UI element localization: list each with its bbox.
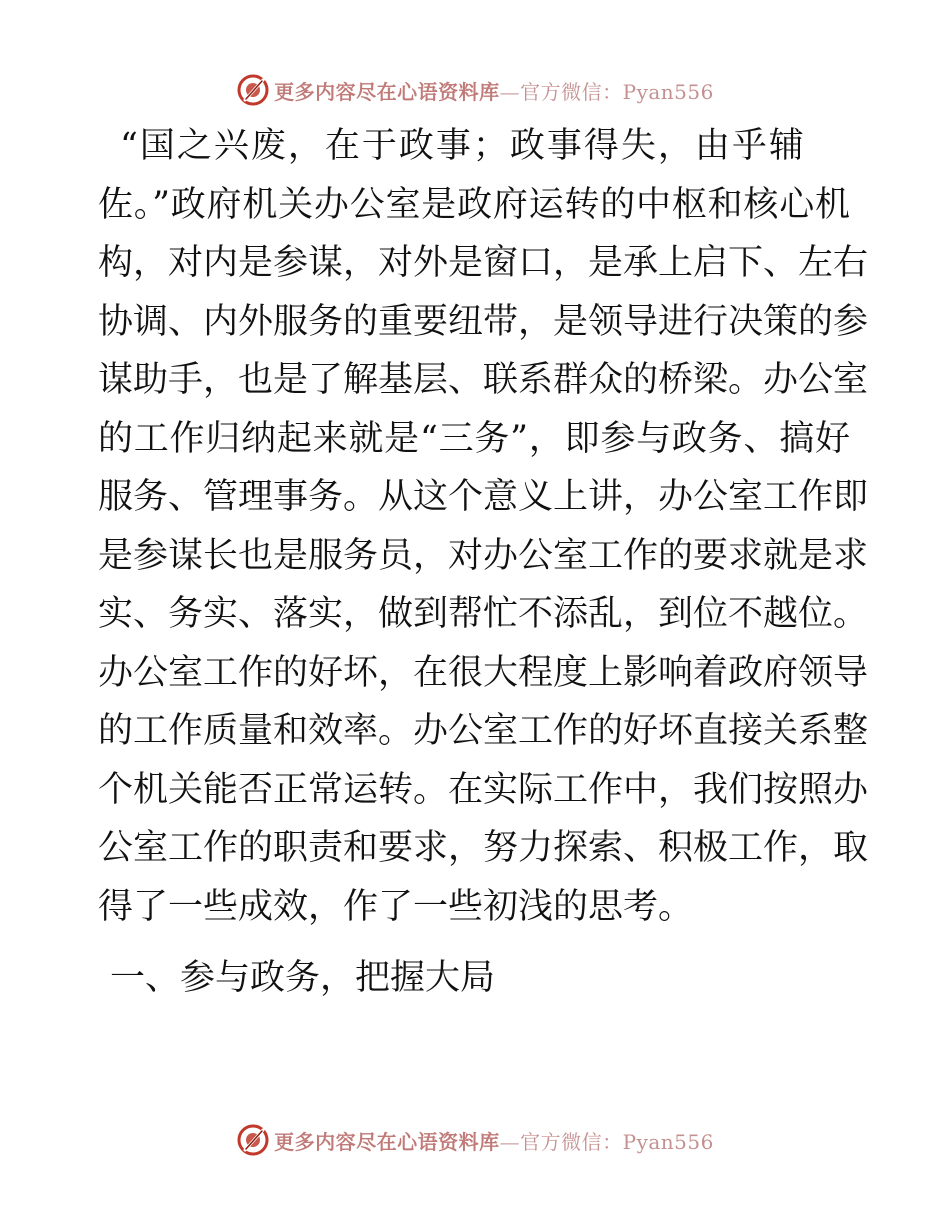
footer-banner-contact-id: Pyan556 <box>622 1129 714 1154</box>
footer-banner-separator: — <box>499 1129 521 1154</box>
brand-logo-icon <box>236 1123 270 1157</box>
paragraph-line: 是参谋长也是服务员，对办公室工作的要求就是求 <box>98 535 869 576</box>
paragraph-line: 公室工作的职责和要求，努力探索、积极工作，取 <box>98 828 869 868</box>
paragraph-line: 的工作质量和效率。办公室工作的好坏直接关系整 <box>98 711 869 751</box>
footer-banner-text <box>274 1126 714 1155</box>
body-paragraph <box>98 117 869 936</box>
header-banner-text <box>274 76 714 105</box>
paragraph-line: 个机关能否正常运转。在实际工作中，我们按照办 <box>98 769 869 810</box>
header-banner-main: 更多内容尽在心语资料库 <box>274 79 500 104</box>
footer-banner-main: 更多内容尽在心语资料库 <box>274 1129 500 1154</box>
paragraph-line: “国之兴废，在于政事；政事得失，由乎辅 <box>120 126 806 166</box>
paragraph-line: 谋助手，也是了解基层、联系群众的桥梁。办公室 <box>98 360 869 400</box>
paragraph-line: 实、务实、落实，做到帮忙不添乱，到位不越位。 <box>98 594 869 634</box>
brand-logo-icon <box>236 73 270 107</box>
paragraph-line: 的工作归纳起来就是“三务”，即参与政务、搞好 <box>98 418 850 459</box>
paragraph-line: 构，对内是参谋，对外是窗口，是承上启下、左右 <box>98 243 869 283</box>
section-heading: 一、参与政务，把握大局 <box>110 958 496 998</box>
header-banner-separator: — <box>499 79 521 104</box>
paragraph-line: 佐。”政府机关办公室是政府运转的中枢和核心机 <box>98 184 850 225</box>
header-banner-contact-id: Pyan556 <box>622 79 714 104</box>
paragraph-line: 得了一些成效，作了一些初浅的思考。 <box>98 886 694 927</box>
paragraph-line: 办公室工作的好坏，在很大程度上影响着政府领导 <box>98 652 869 693</box>
paragraph-line: 协调、内外服务的重要纽带，是领导进行决策的参 <box>98 301 869 342</box>
header-banner <box>0 70 950 110</box>
footer-banner-contact-label: 官方微信： <box>520 1129 623 1154</box>
header-banner-contact-label: 官方微信： <box>520 79 623 104</box>
paragraph-line: 服务、管理事务。从这个意义上讲，办公室工作即 <box>98 477 869 517</box>
footer-banner <box>0 1120 950 1160</box>
